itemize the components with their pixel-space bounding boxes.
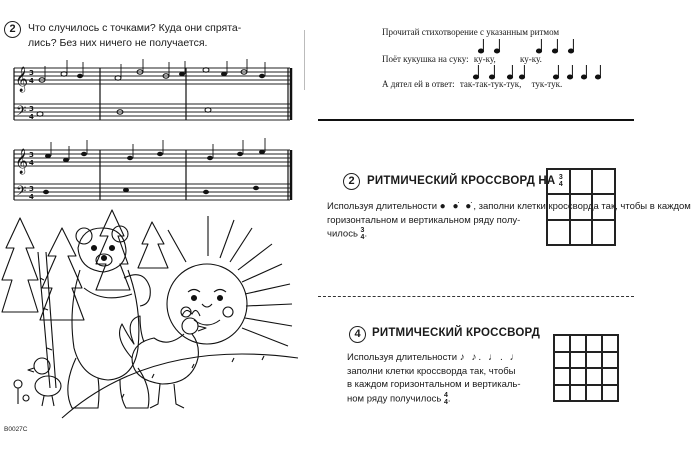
crossword-cell[interactable] [554,368,570,385]
svg-text:3: 3 [29,69,34,77]
crossword2-number-badge: 4 [349,326,366,343]
crossword-cell[interactable] [570,335,586,352]
task-line-1: Что случилось с точками? Куда они спрята- [28,22,242,34]
crossword-cell[interactable] [586,352,602,369]
crossword1-line-2: горизонтальном и вертикальном ряду полу- [327,214,521,226]
crossword1-result-bottom: 4 [360,234,365,241]
crossword-cell[interactable] [570,220,593,245]
crossword-cell[interactable] [570,368,586,385]
crossword1-result-fraction [361,227,365,241]
crossword2-grid [553,334,619,402]
note-durations-icon-2: ♪ ♪. ♩. ♩ [459,352,522,363]
crossword2-line-4: ном ряду получилось [347,393,442,405]
svg-text:4: 4 [29,77,34,85]
crossword2-time-bottom: 4 [444,398,448,406]
crossword1-title-text: РИТМИЧЕСКИЙ КРОССВОРД НА [367,175,556,188]
crossword1-line-1-end: , заполни клетки кроссворда так, чтобы в каждом [473,201,691,212]
crossword1-grid [546,168,616,246]
poem-line-1-word-2: ку-ку. [520,54,542,64]
task-instructions [28,21,241,51]
task-number-badge: 2 [4,21,21,38]
crossword-cell[interactable] [602,385,618,402]
crossword-cell[interactable] [602,335,618,352]
svg-text:4: 4 [29,113,34,121]
task-line-2: лись? Без них ничего не получается. [28,37,208,49]
poem-intro: Прочитай стихотворение с указанным ритмом [382,27,560,37]
svg-text:𝄢: 𝄢 [16,183,27,202]
svg-text:3: 3 [29,105,34,113]
section-divider [318,119,634,121]
rhythm-notes-line1 [475,36,610,56]
svg-text:4: 4 [29,193,34,201]
crossword2-title: РИТМИЧЕСКИЙ КРОССВОРД [372,327,541,339]
page-fold-line [304,30,305,90]
svg-text:3: 3 [29,151,34,159]
svg-text:𝄢: 𝄢 [16,103,27,122]
poem-line-2-label: А дятел ей в ответ: [382,79,455,89]
crossword-cell[interactable] [570,169,593,194]
crossword1-number-badge: 2 [343,173,360,190]
crossword2-instructions: Используя длительности ♪ ♪. ♩. ♩ заполни клетки кроссворда так, чтобы в каждом горизонтальном и вертикаль- ном ряду получилось 4 4 . [347,351,545,406]
crossword-cell[interactable] [592,220,615,245]
crossword1-time-bottom: 4 [558,181,563,188]
svg-text:𝄞: 𝄞 [15,67,29,92]
sun-face-icon [167,264,247,344]
note-heads [37,68,247,116]
crossword-cell[interactable] [592,169,615,194]
crossword2-time-signature [444,392,448,406]
svg-text:4: 4 [29,159,34,167]
section-dashed-divider [318,296,634,297]
crossword-cell[interactable] [586,368,602,385]
crossword1-line-1: Используя длительности [327,201,438,212]
flower-icon [14,380,29,404]
music-score [0,58,300,208]
footer-code: B0027C [4,426,28,433]
crossword2-line-1: Используя длительности [347,352,458,363]
crossword-cell[interactable] [586,335,602,352]
crossword1-result-top: 3 [360,227,365,234]
crossword-cell[interactable] [554,335,570,352]
time-signature-marks [29,69,34,201]
note-durations-icon: ● ●̇ ●̇ [439,201,474,212]
crossword-cell[interactable] [547,169,570,194]
poem-line-1-label: Поёт кукушка на суку: [382,54,469,64]
crossword1-time-top: 3 [558,174,563,181]
sun-rays-icon [168,216,292,346]
rooster-icon [120,310,206,408]
poem-line-2-word-1: так-так-тук-тук, [459,79,522,89]
crossword-cell[interactable] [602,352,618,369]
poem-line-2-word-2: тук-тук. [531,79,563,89]
crossword2-time-top: 4 [444,391,448,399]
crossword1-title [367,174,563,188]
crossword-cell[interactable] [592,194,615,219]
crossword-cell[interactable] [554,385,570,402]
rhythm-notes-line2 [460,61,610,81]
crossword2-line-2: заполни клетки кроссворда так, чтобы [347,365,516,377]
illustration-bear-sun-rooster [2,208,302,418]
crossword-cell[interactable] [547,220,570,245]
svg-text:𝄞: 𝄞 [15,149,29,174]
crossword-cell[interactable] [570,385,586,402]
crossword-cell[interactable] [554,352,570,369]
poem-line-1-word-1: ку-ку, [473,54,496,64]
crossword2-line-3: в каждом горизонтальном и вертикаль- [347,379,521,390]
crossword-cell[interactable] [547,194,570,219]
crossword-cell[interactable] [570,352,586,369]
crossword-cell[interactable] [602,368,618,385]
crossword-cell[interactable] [586,385,602,402]
poem-line-2 [382,79,562,89]
crossword1-line-3: чилось [327,228,358,240]
crossword1-instructions: Используя длительности ● ●̇ ●̇, заполни клетки кроссворда так, чтобы в каждом горизонтальном и вертикальном ряду полу- чилось 3 4 . [327,201,691,241]
svg-text:3: 3 [29,185,34,193]
crossword-cell[interactable] [570,194,593,219]
